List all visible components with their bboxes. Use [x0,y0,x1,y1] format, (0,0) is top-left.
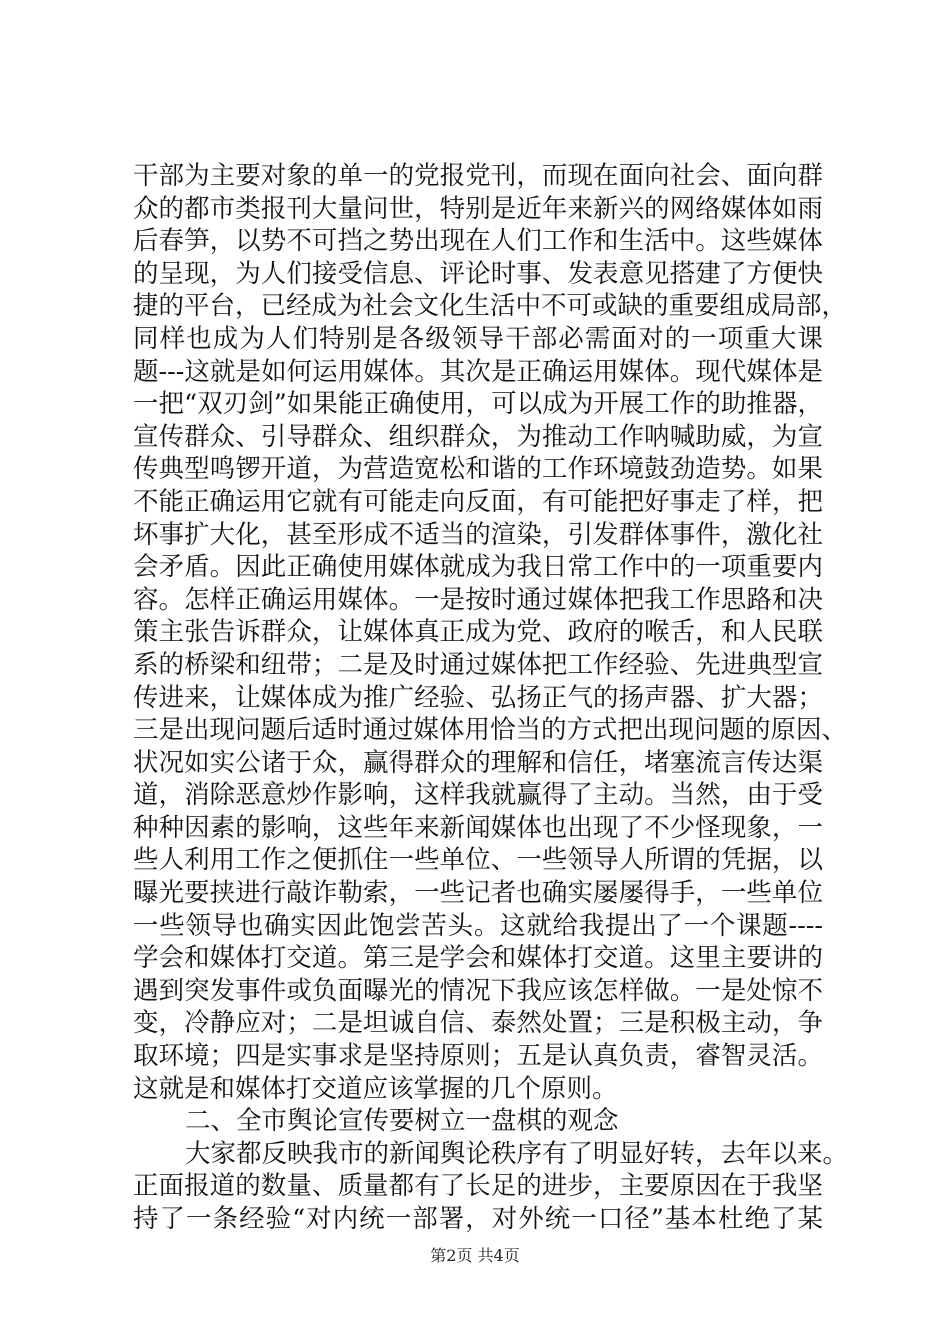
text-line: 一把“双刃剑”如果能正确使用，可以成为开展工作的助推器， [133,389,823,420]
text-line: 变，冷静应对；二是坦诚自信、泰然处置；三是积极主动，争 [133,1008,823,1039]
text-line: 遇到突发事件或负面曝光的情况下我应该怎样做。一是处惊不 [133,975,823,1006]
text-line: 策主张告诉群众，让媒体真正成为党、政府的喉舌，和人民联 [133,617,823,648]
text-line: 传典型鸣锣开道，为营造宽松和谐的工作环境鼓劲造势。如果 [133,454,823,485]
text-line: 道，消除恶意炒作影响，这样我就赢得了主动。当然，由于受 [133,780,823,811]
text-line: 会矛盾。因此正确使用媒体就成为我日常工作中的一项重要内 [133,552,823,583]
text-line: 些人利用工作之便抓住一些单位、一些领导人所谓的凭据，以 [133,845,823,876]
text-line: 种种因素的影响，这些年来新闻媒体也出现了不少怪现象，一 [133,812,823,843]
text-line: 传进来，让媒体成为推广经验、弘扬正气的扬声器、扩大器； [133,682,823,713]
text-line: 这就是和媒体打交道应该掌握的几个原则。 [133,1073,618,1104]
text-line: 不能正确运用它就有可能走向反面，有可能把好事走了样，把 [133,486,823,517]
text-line: 同样也成为人们特别是各级领导干部必需面对的一项重大课 [133,323,823,354]
text-line: 容。怎样正确运用媒体。一是按时通过媒体把我工作思路和决 [133,584,823,615]
text-line: 三是出现问题后适时通过媒体用恰当的方式把出现问题的原因、 [133,715,848,746]
text-line: 坏事扩大化，甚至形成不适当的渲染，引发群体事件，激化社 [133,519,823,550]
text-line: 取环境；四是实事求是坚持原则；五是认真负责，睿智灵活。 [133,1041,823,1072]
text-line: 大家都反映我市的新闻舆论秩序有了明显好转，去年以来。 [185,1138,849,1169]
text-line: 持了一条经验“对内统一部署，对外统一口径”基本杜绝了某 [133,1204,823,1234]
text-line: 题---这就是如何运用媒体。其次是正确运用媒体。现代媒体是 [133,356,823,387]
text-line: 状况如实公诸于众，赢得群众的理解和信任，堵塞流言传达渠 [133,747,823,778]
text-line: 曝光要挟进行敲诈勒索，一些记者也确实屡屡得手，一些单位 [133,878,823,909]
text-line: 系的桥梁和纽带；二是及时通过媒体把工作经验、先进典型宣 [133,649,823,680]
text-line: 的呈现，为人们接受信息、评论时事、发表意见搭建了方便快 [133,258,823,289]
page-footer: 第2页 共4页 [430,1246,520,1265]
body-text [133,160,849,1236]
section-heading: 二、全市舆论宣传要树立一盘棋的观念 [185,1106,619,1137]
text-line: 干部为主要对象的单一的党报党刊，而现在面向社会、面向群 [133,161,823,191]
text-line: 后春笋，以势不可挡之势出现在人们工作和生活中。这些媒体 [133,226,823,257]
text-line: 一些领导也确实因此饱尝苦头。这就给我提出了一个课题---- [133,910,823,941]
text-line: 宣传群众、引导群众、组织群众，为推动工作呐喊助威，为宣 [133,421,823,452]
text-line: 正面报道的数量、质量都有了长足的进步，主要原因在于我坚 [133,1171,823,1202]
text-line: 众的都市类报刊大量问世，特别是近年来新兴的网络媒体如雨 [133,193,823,224]
text-line: 学会和媒体打交道。第三是学会和媒体打交道。这里主要讲的 [133,943,823,974]
text-line: 捷的平台，已经成为社会文化生活中不可或缺的重要组成局部， [133,291,848,322]
